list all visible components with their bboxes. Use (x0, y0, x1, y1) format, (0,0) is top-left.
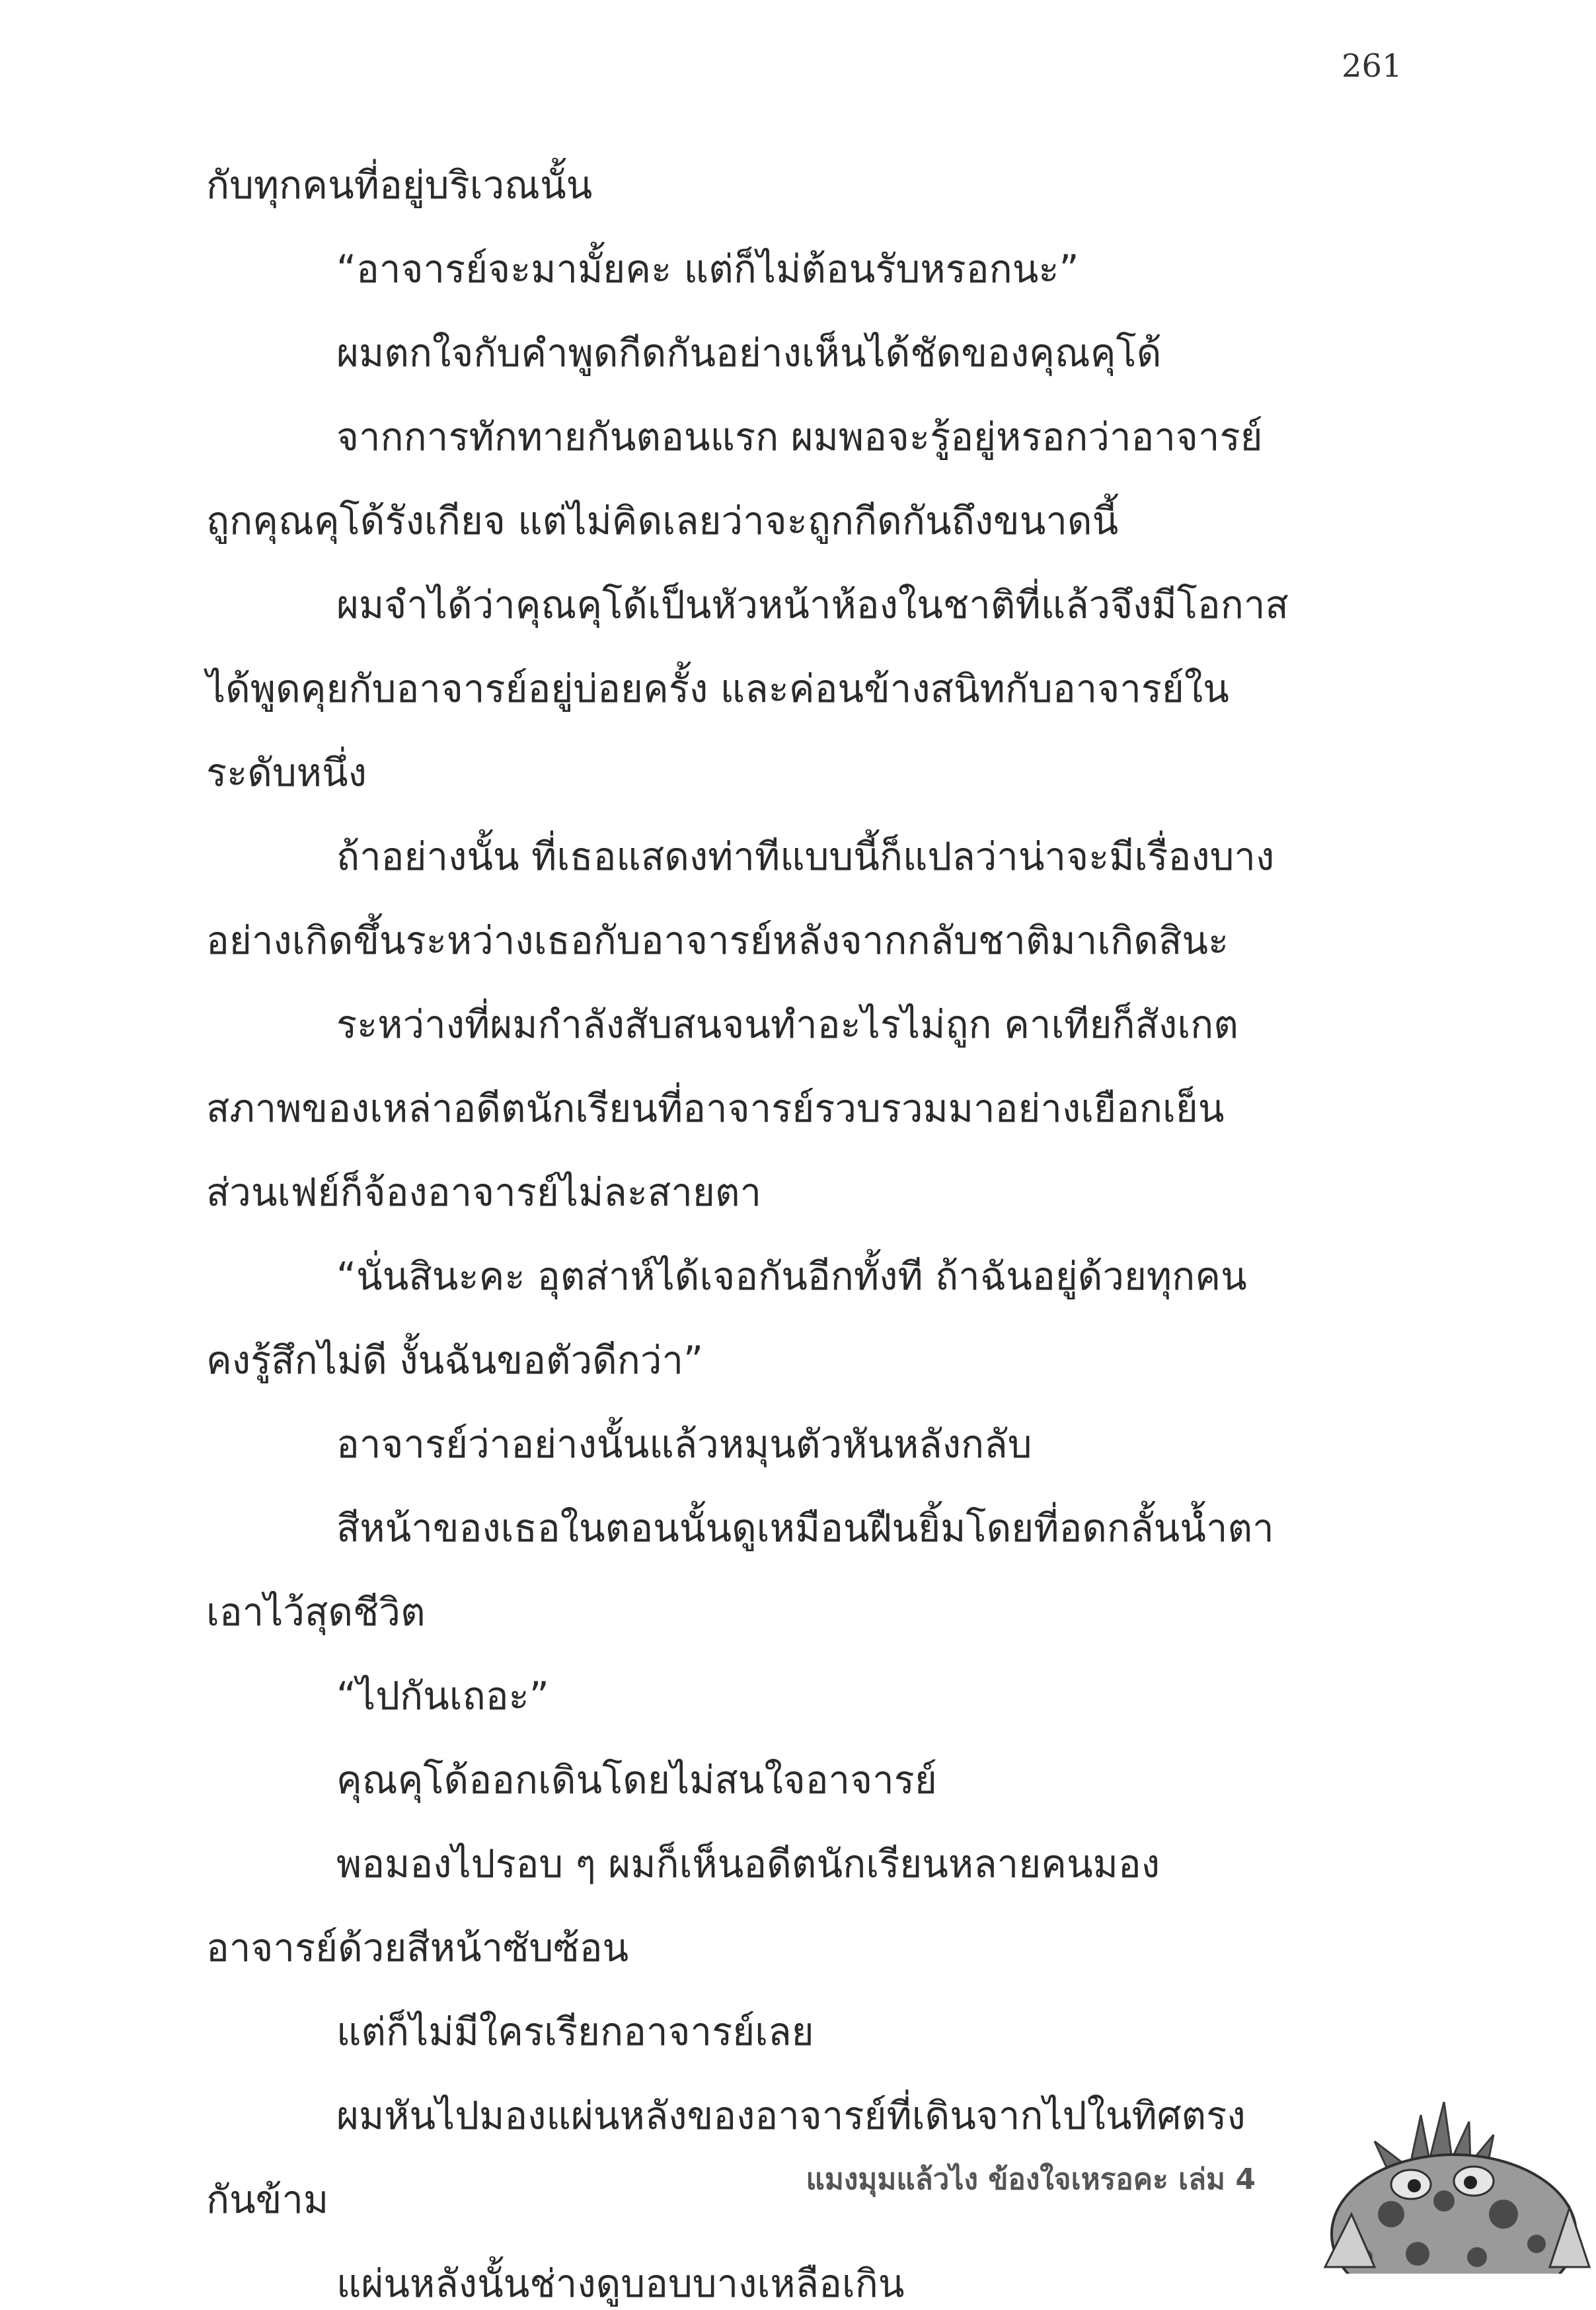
text-line: ผมหันไปมองแผ่นหลังของอาจารย์ที่เดินจากไปในทิศตรง (336, 2093, 1246, 2138)
text-line: อาจารย์ด้วยสีหน้าซับซ้อน (206, 1925, 629, 1970)
text-line: “อาจารย์จะมามั้ยคะ แต่ก็ไม่ต้อนรับหรอกนะ” (336, 247, 1079, 291)
text-line: อย่างเกิดขึ้นระหว่างเธอกับอาจารย์หลังจากกลับชาติมาเกิดสินะ (206, 918, 1229, 963)
text-line: ถ้าอย่างนั้น ที่เธอแสดงท่าทีแบบนี้ก็แปลว่าน่าจะมีเรื่องบาง (336, 834, 1275, 879)
text-line: อาจารย์ว่าอย่างนั้นแล้วหมุนตัวหันหลังกลับ (336, 1422, 1032, 1467)
text-line: “ไปกันเถอะ” (336, 1674, 549, 1718)
text-line: ได้พูดคุยกับอาจารย์อยู่บ่อยครั้ง และค่อนข้างสนิทกับอาจารย์ใน (206, 666, 1229, 711)
text-line: ถูกคุณคุโด้รังเกียจ แต่ไม่คิดเลยว่าจะถูกกีดกันถึงขนาดนี้ (206, 498, 1119, 543)
text-line: พอมองไปรอบ ๆ ผมก็เห็นอดีตนักเรียนหลายคนมอง (336, 1841, 1160, 1886)
corner-mascot-illustration (1312, 2102, 1596, 2274)
text-line: คงรู้สึกไม่ดี งั้นฉันขอตัวดีกว่า” (206, 1338, 704, 1383)
text-line: จากการทักทายกันตอนแรก ผมพอจะรู้อยู่หรอกว่าอาจารย์ (336, 414, 1263, 459)
footer-book-title: แมงมุมแล้วไง ข้องใจเหรอคะ เล่ม 4 (806, 2163, 1256, 2196)
text-line: คุณคุโด้ออกเดินโดยไม่สนใจอาจารย์ (336, 1757, 937, 1802)
text-line: “นั่นสินะคะ อุตส่าห์ได้เจอกันอีกทั้งที ถ้าฉันอยู่ด้วยทุกคน (336, 1254, 1247, 1299)
text-line: ส่วนเฟย์ก็จ้องอาจารย์ไม่ละสายตา (206, 1170, 762, 1215)
text-line: ผมจำได้ว่าคุณคุโด้เป็นหัวหน้าห้องในชาติที่แล้วจึงมีโอกาส (336, 582, 1289, 627)
text-line: ระดับหนึ่ง (206, 750, 367, 795)
text-line: กันข้าม (206, 2177, 329, 2222)
text-line: เอาไว้สุดชีวิต (206, 1590, 426, 1635)
text-line: ผมตกใจกับคำพูดกีดกันอย่างเห็นได้ชัดของคุณคุโด้ (336, 330, 1162, 375)
text-line: ระหว่างที่ผมกำลังสับสนจนทำอะไรไม่ถูก คาเทียก็สังเกต (336, 1002, 1238, 1047)
text-line: กับทุกคนที่อยู่บริเวณนั้น (206, 163, 593, 208)
text-line: แผ่นหลังนั้นช่างดูบอบบางเหลือเกิน (336, 2261, 905, 2306)
text-line: แต่ก็ไม่มีใครเรียกอาจารย์เลย (336, 2009, 814, 2054)
text-line: สีหน้าของเธอในตอนนั้นดูเหมือนฝืนยิ้มโดยที่อดกลั้นน้ำตา (336, 1506, 1274, 1551)
text-line: สภาพของเหล่าอดีตนักเรียนที่อาจารย์รวบรวมมาอย่างเยือกเย็น (206, 1086, 1225, 1131)
page-number: 261 (1342, 48, 1402, 85)
